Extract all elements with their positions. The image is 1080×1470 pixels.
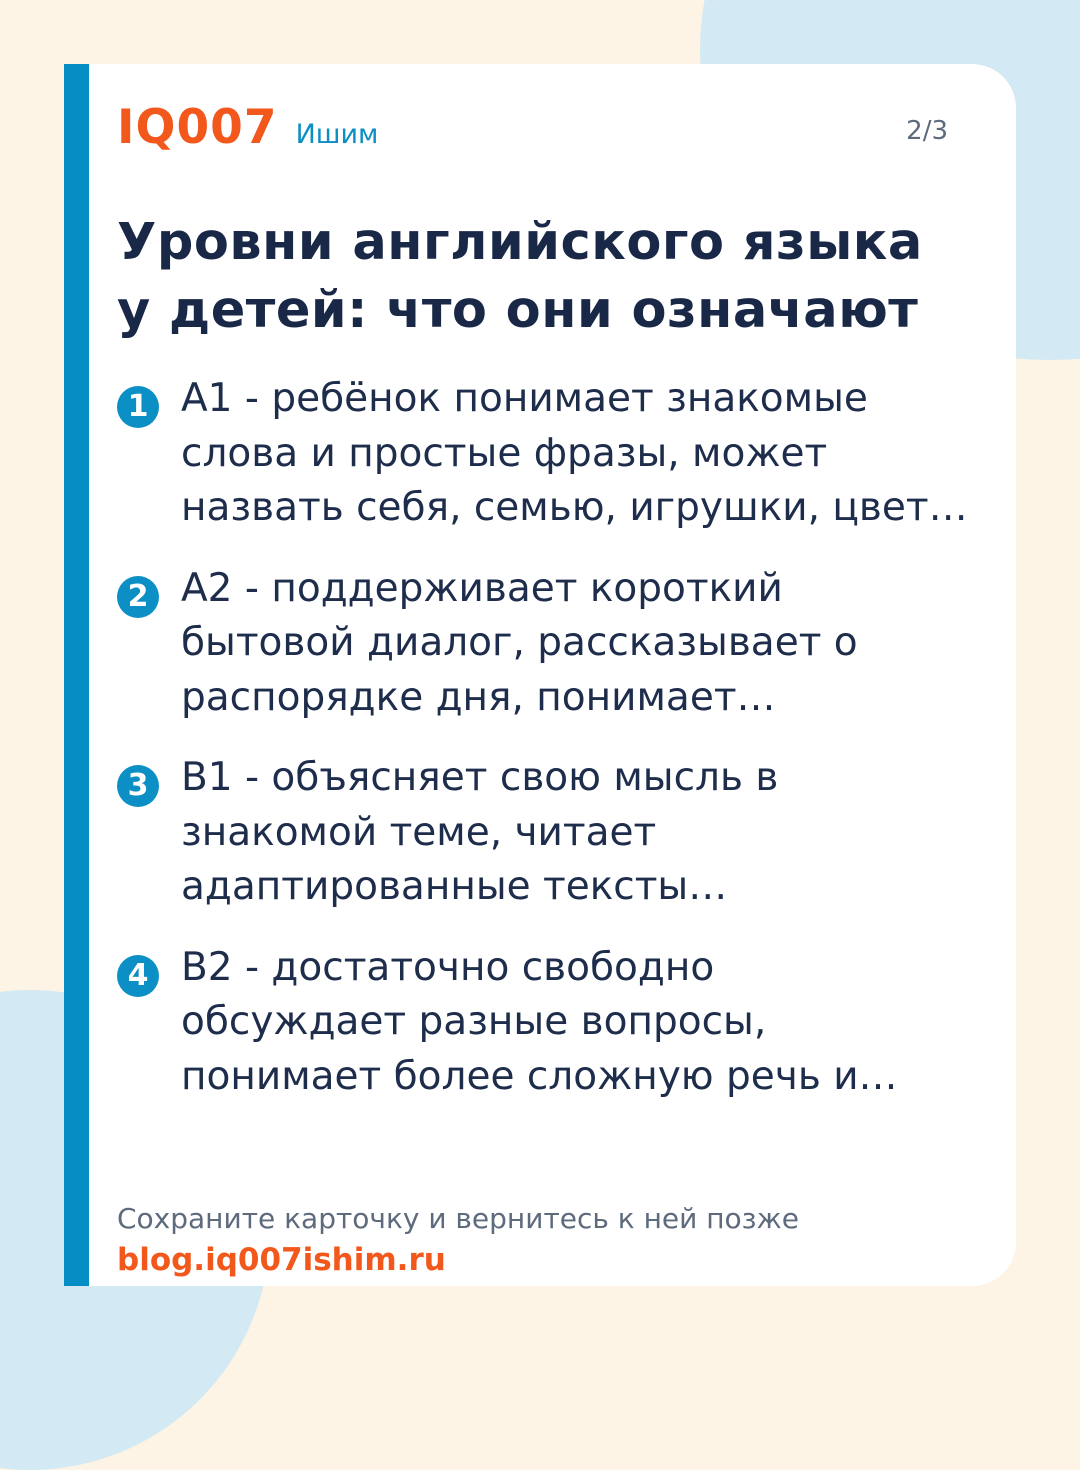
- brand-city: Ишим: [295, 119, 379, 150]
- card-accent-bar: [64, 64, 89, 1286]
- level-number-badge: 1: [117, 386, 159, 428]
- brand-header: [117, 100, 378, 155]
- level-number-badge: 2: [117, 576, 159, 618]
- levels-list: [117, 372, 1016, 1130]
- level-item: [117, 751, 1016, 915]
- level-description: B2 - достаточно свободно обсуждает разные вопросы, понимает более сложную речь и…: [181, 944, 898, 1099]
- level-number-badge: 4: [117, 955, 159, 997]
- blog-link[interactable]: blog.iq007ishim.ru: [117, 1242, 446, 1278]
- page-counter: 2/3: [906, 116, 948, 146]
- footer-note: Сохраните карточку и вернитесь к ней позже: [117, 1202, 799, 1235]
- level-number-badge: 3: [117, 765, 159, 807]
- card-title: Уровни английского языка у детей: что они означают: [117, 213, 923, 340]
- level-item: [117, 941, 1016, 1105]
- brand-logo: IQ007: [117, 100, 278, 155]
- level-item: [117, 562, 1016, 726]
- level-item: [117, 372, 1016, 536]
- level-description: B1 - объясняет свою мысль в знакомой теме, читает адаптированные тексты…: [181, 755, 779, 909]
- level-description: A1 - ребёнок понимает знакомые слова и простые фразы, может назвать себя, семью, игрушки, цвет…: [181, 376, 968, 530]
- level-description: A2 - поддерживает короткий бытовой диалог, рассказывает о распорядке дня, понимает…: [181, 565, 858, 720]
- info-card: [64, 64, 1016, 1286]
